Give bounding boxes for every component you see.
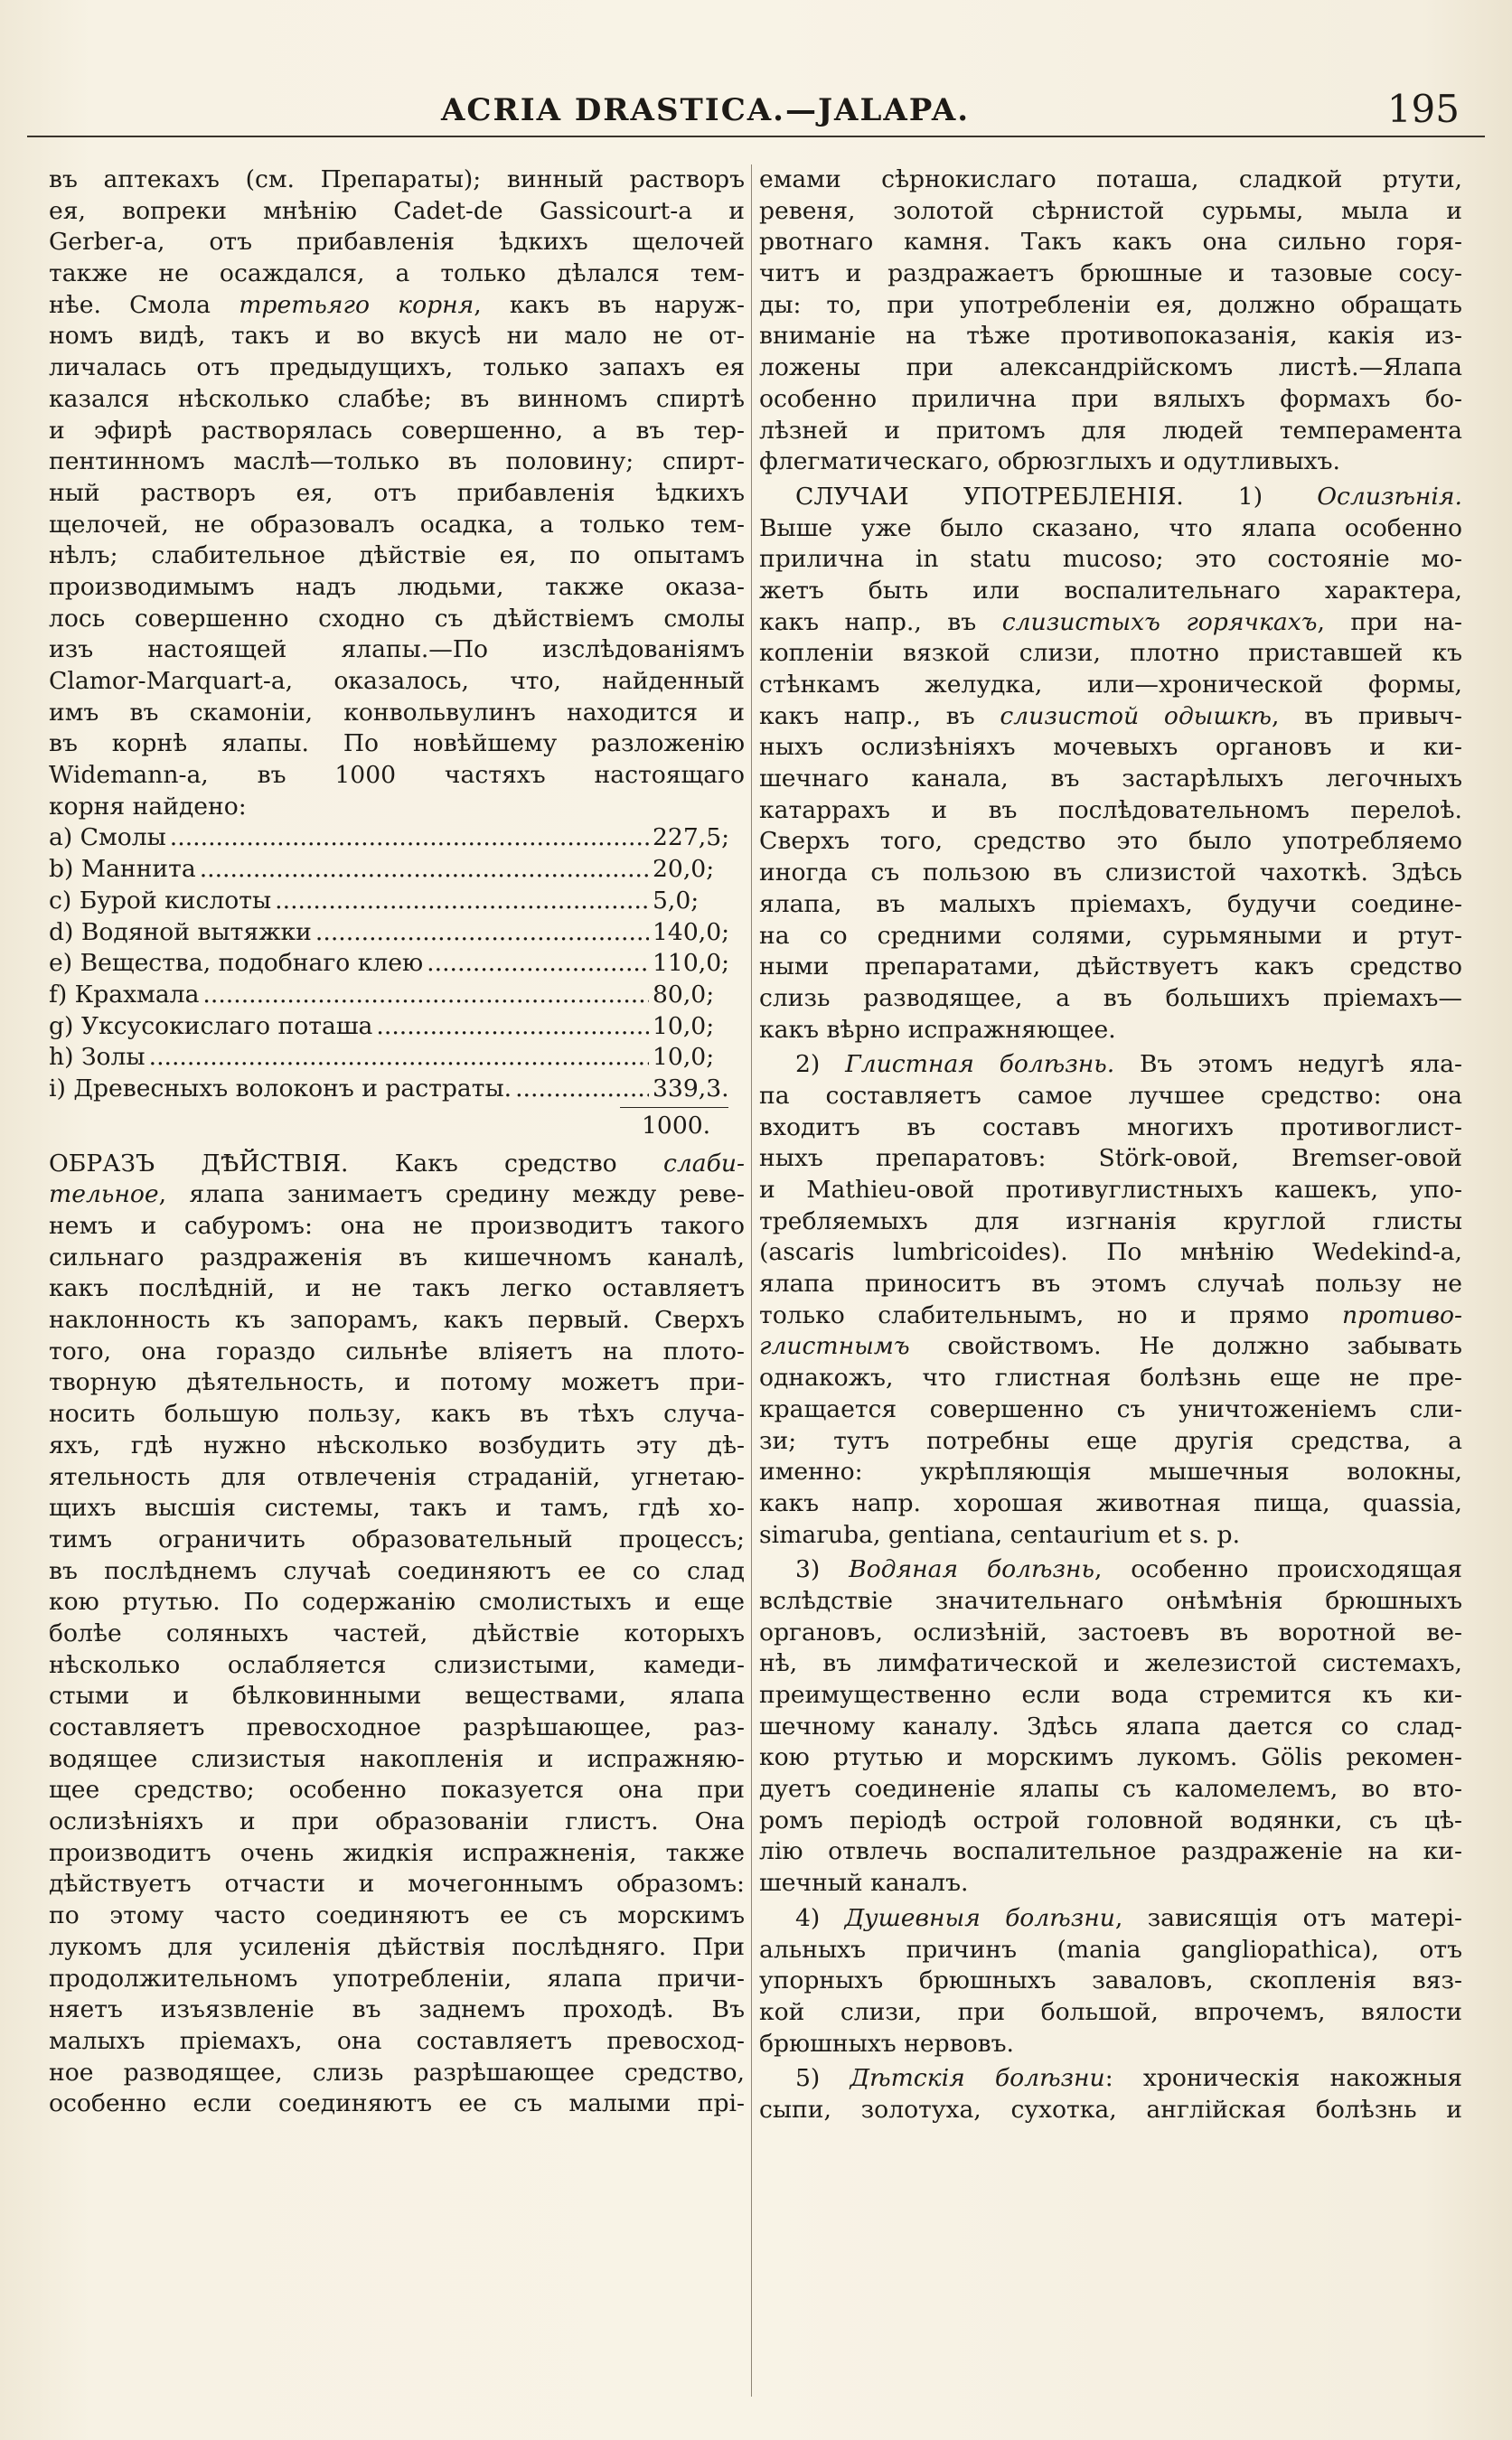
composition-row	[49, 1074, 745, 1105]
text-line: копленіи вязкой слизи, плотно приставшей къ	[759, 639, 1462, 668]
text-line: только слабительнымъ, но и прямо противо-	[759, 1300, 1462, 1329]
text-line: продолжительномъ употребленіи, ялапа причи-	[49, 1964, 745, 1993]
text-line: какъ послѣдній, и не такъ легко оставляетъ	[49, 1274, 745, 1303]
text-line: няетъ изъязвленіе въ заднемъ проходѣ. Въ	[49, 1995, 745, 2024]
text-line: въ аптекахъ (см. Препараты); винный растворъ	[49, 165, 745, 193]
text-line: читъ и раздражаетъ брюшные и тазовые сосу-	[759, 259, 1462, 288]
text-line: личалась отъ предыдущихъ, только запахъ ея	[49, 353, 745, 382]
text-line: брюшныхъ нервовъ.	[759, 2029, 1014, 2058]
composition-total-row	[49, 1105, 745, 1141]
text-line: шечнаго канала, въ застарѣлыхъ легочныхъ	[759, 765, 1462, 793]
text-line: наклонность къ запорамъ, какъ первый. Сверхъ	[49, 1306, 745, 1335]
text-line: въ корнѣ ялапы. По новѣйшему разложенію	[49, 729, 745, 758]
text-line: ное разводящее, слизь разрѣшающее средство,	[49, 2058, 745, 2087]
composition-label: g) Уксусокислаго поташа	[49, 1011, 373, 1040]
text-line: нѣсколько ослабляется слизистыми, камеди-	[49, 1650, 745, 1679]
text-line: кой слизи, при большой, впрочемъ, вялости	[759, 1997, 1462, 2026]
text-line: флегматическаго, обрюзглыхъ и одутливыхъ.	[759, 447, 1341, 476]
composition-label: e) Вещества, подобнаго клею	[49, 949, 424, 978]
dot-leader	[149, 1042, 649, 1074]
emphasized-term: Дѣтскія болѣзни	[850, 2064, 1105, 2093]
text-line: катаррахъ и въ послѣдовательномъ перелоѣ.	[759, 795, 1462, 824]
dot-leader	[200, 854, 649, 886]
text-line: ныхъ ослизѣніяхъ мочевыхъ органовъ и ки-	[759, 733, 1462, 762]
text-line: того, она гораздо сильнѣе вліяетъ на плото-	[49, 1337, 745, 1365]
text-line: емами сѣрнокислаго поташа, сладкой ртути,	[759, 165, 1462, 193]
composition-table	[49, 822, 745, 1104]
paragraph-dropsy	[759, 1554, 1462, 1900]
composition-row	[49, 980, 745, 1011]
text-line: лось совершенно сходно съ дѣйствіемъ смолы	[49, 604, 745, 633]
paragraph-worm-disease	[759, 1049, 1462, 1551]
composition-value: 339,3.	[653, 1074, 729, 1103]
text-line: особенно прилична при вялыхъ формахъ бо-	[759, 384, 1462, 413]
text-line: зи; тутъ потребны еще другія средства, а	[759, 1426, 1462, 1455]
running-title: ACRIA DRASTICA.—JALAPA.	[441, 92, 971, 128]
text-line: слизь разводящее, а въ большихъ пріемахъ—	[759, 983, 1462, 1012]
text-line: и Mathieu-овой противуглистныхъ кашекъ, упо-	[759, 1176, 1462, 1204]
text-line: ослизѣніяхъ и при образованіи глистъ. Она	[49, 1807, 745, 1836]
text-line: входитъ въ составъ многихъ противоглист-	[759, 1112, 1462, 1141]
text-line: шечный каналъ.	[759, 1869, 969, 1898]
paragraph-childrens-diseases	[759, 2063, 1462, 2126]
composition-row	[49, 886, 745, 917]
text-line: упорныхъ брюшныхъ заваловъ, скопленія вяз-	[759, 1966, 1462, 1995]
left-column	[49, 164, 745, 2120]
text-line: кою ртутью и морскимъ лукомъ. Gölis рекомен-	[759, 1743, 1462, 1772]
text-line: производимымъ надъ людьми, также оказа-	[49, 572, 745, 601]
emphasized-term: глистнымъ	[759, 1332, 910, 1361]
text-line: щее средство; особенно показуется она при	[49, 1776, 745, 1805]
page-number: 195	[1386, 87, 1460, 131]
text-line: иногда съ пользою въ слизистой чахоткѣ. Здѣсь	[759, 859, 1462, 887]
text-line: какъ напр., въ слизистой одышкѣ, въ привыч-	[759, 701, 1462, 730]
dot-leader	[170, 822, 649, 854]
text-line: ревеня, золотой сѣрнистой сурьмы, мыла и	[759, 196, 1462, 225]
text-line: ятельность для отвлеченія страданій, угнетаю-	[49, 1462, 745, 1491]
running-head	[0, 83, 1512, 137]
text-line: ОБРАЗЪ ДѢЙСТВІЯ. Какъ средство слаби-	[49, 1149, 745, 1178]
text-line: казался нѣсколько слабѣе; въ винномъ спиртѣ	[49, 384, 745, 413]
dot-leader	[515, 1074, 649, 1105]
text-line: 3) Водяная болѣзнь, особенно происходящая	[795, 1555, 1462, 1584]
text-line: кращается совершенно съ уничтоженіемъ сли-	[759, 1394, 1462, 1423]
emphasized-term: тельное	[49, 1180, 159, 1209]
composition-value: 110,0;	[653, 949, 730, 978]
header-rule	[27, 136, 1485, 137]
text-line: органовъ, ослизѣній, застоевъ въ воротной ве-	[759, 1618, 1462, 1647]
text-line: носить большую пользу, какъ въ тѣхъ случа-	[49, 1400, 745, 1429]
text-line: Сверхъ того, средство это было употребляемо	[759, 827, 1462, 856]
text-line: номъ видѣ, такъ и во вкусѣ ни мало не от-	[49, 322, 745, 351]
text-line: требляемыхъ для изгнанія круглой глисты	[759, 1206, 1462, 1235]
text-line: ными препаратами, дѣйствуетъ какъ средство	[759, 953, 1462, 981]
text-line: нѣ, въ лимфатической и железистой системахъ,	[759, 1649, 1462, 1678]
text-line: ялапа, въ малыхъ пріемахъ, будучи соедине-	[759, 889, 1462, 918]
dot-leader	[202, 980, 649, 1011]
text-line: и эфирѣ растворялась совершенно, а въ тер-	[49, 416, 745, 445]
emphasized-term: слизистыхъ горячкахъ	[1001, 607, 1318, 636]
text-line: изъ настоящей ялапы.—По изслѣдованіямъ	[49, 635, 745, 664]
text-line: Выше уже было сказано, что ялапа особенно	[759, 513, 1462, 542]
emphasized-term: Душевныя болѣзни	[844, 1903, 1115, 1932]
paragraph-resin-solubility	[49, 164, 745, 822]
dot-leader	[275, 886, 649, 917]
text-line: СЛУЧАИ УПОТРЕБЛЕНІЯ. 1) Ослизѣнія.	[795, 482, 1462, 511]
emphasized-term: Глистная болѣзнь.	[845, 1050, 1115, 1079]
emphasized-term: Ослизѣнія.	[1317, 482, 1462, 511]
text-line: какъ напр. хорошая животная пища, quassia,	[759, 1488, 1462, 1517]
composition-label: h) Золы	[49, 1043, 146, 1072]
text-line: корня найдено:	[49, 792, 247, 821]
text-line: какъ напр., въ слизистыхъ горячкахъ, при на-	[759, 607, 1462, 636]
text-line: вниманіе на тѣже противопоказанія, какія из-	[759, 322, 1462, 351]
text-line: глистнымъ свойствомъ. Не должно забывать	[759, 1332, 1462, 1361]
text-line: рвотнаго камня. Такъ какъ она сильно горя-	[759, 228, 1462, 257]
text-line: ложены при александрійскомъ листѣ.—Ялапа	[759, 353, 1462, 382]
text-line: производитъ очень жидкія испражненія, также	[49, 1838, 745, 1867]
text-line: simaruba, gentiana, centaurium et s. p.	[759, 1520, 1241, 1549]
text-line: преимущественно если вода стремится къ ки-	[759, 1681, 1462, 1709]
composition-label: d) Водяной вытяжки	[49, 917, 312, 946]
total-rule	[620, 1107, 728, 1108]
text-line: однакожъ, что глистная болѣзнь еще не пре-	[759, 1364, 1462, 1393]
composition-label: i) Древесныхъ волоконъ и растраты.	[49, 1074, 512, 1103]
text-line: нѣе. Смола третьяго корня, какъ въ наруж-	[49, 290, 745, 319]
text-line: щихъ высшія системы, такъ и тамъ, гдѣ хо-	[49, 1494, 745, 1523]
text-line: дуетъ соединеніе ялапы съ каломелемъ, во вто-	[759, 1775, 1462, 1804]
text-line: (ascaris lumbricoides). По мнѣнію Wedekind-a,	[759, 1238, 1462, 1267]
text-line: стыми и бѣлковинными веществами, ялапа	[49, 1682, 745, 1711]
composition-label: f) Крахмала	[49, 980, 200, 1009]
composition-value: 20,0;	[653, 855, 715, 884]
composition-row	[49, 917, 745, 949]
text-line: малыхъ пріемахъ, она составляетъ превосход-	[49, 2026, 745, 2055]
composition-label: b) Маннита	[49, 855, 196, 884]
text-line: Gerber-a, отъ прибавленія ѣдкихъ щелочей	[49, 228, 745, 257]
text-line: 4) Душевныя болѣзни, зависящія отъ матері-	[795, 1903, 1462, 1932]
paragraph-cases-of-use	[759, 482, 1462, 1046]
emphasized-term: третьяго корня	[239, 290, 474, 319]
text-line: по этому часто соединяютъ ее съ морскимъ	[49, 1901, 745, 1930]
text-line: ный растворъ ея, отъ прибавленія ѣдкихъ	[49, 478, 745, 507]
text-line: Clamor-Marquart-a, оказалось, что, найденный	[49, 667, 745, 695]
composition-value: 5,0;	[653, 886, 700, 915]
text-line: яхъ, гдѣ нужно нѣсколько возбудить эту дѣ-	[49, 1431, 745, 1459]
composition-value: 10,0;	[653, 1011, 715, 1040]
text-line: также не осаждался, а только дѣлался тем-	[49, 259, 745, 288]
text-line: ды: то, при употребленіи ея, должно обращать	[759, 290, 1462, 319]
emphasized-term: слизистой одышкѣ	[1000, 701, 1272, 730]
text-line: сильнаго раздраженія въ кишечномъ каналѣ,	[49, 1243, 745, 1272]
text-line: жетъ быть или воспалительнаго характера,	[759, 576, 1462, 605]
text-line: лію отвлечь воспалительное раздраженіе на ки-	[759, 1837, 1462, 1866]
text-line: па составляетъ самое лучшее средство: она	[759, 1081, 1462, 1110]
composition-label: a) Смолы	[49, 823, 166, 852]
text-line: ея, вопреки мнѣнію Cadet-de Gassicourt-a и	[49, 196, 745, 225]
text-line: водящее слизистыя накопленія и испражняю-	[49, 1744, 745, 1773]
text-line: лукомъ для усиленія дѣйствія послѣдняго. При	[49, 1932, 745, 1961]
text-line: именно: укрѣпляющія мышечныя волокны,	[759, 1458, 1462, 1487]
paragraph-mental-diseases	[759, 1903, 1462, 2060]
text-line: лѣзней и притомъ для людей темперамента	[759, 416, 1462, 445]
text-line: ромъ періодѣ острой головной водянки, съ цѣ-	[759, 1806, 1462, 1835]
text-line: въ послѣднемъ случаѣ соединяютъ ее со слад	[49, 1556, 745, 1585]
text-line: на со средними солями, сурьмяными и ртут-	[759, 921, 1462, 950]
text-line: особенно если соединяютъ ее съ малыми прі-	[49, 2089, 745, 2118]
right-column	[759, 164, 1462, 2126]
composition-value: 80,0;	[653, 980, 715, 1009]
text-line: стѣнкамъ желудка, или—хронической формы,	[759, 671, 1462, 699]
text-line: 5) Дѣтскія болѣзни: хроническія накожныя	[795, 2064, 1462, 2093]
text-line: составляетъ превосходное разрѣшающее, раз-	[49, 1713, 745, 1741]
composition-row	[49, 1042, 745, 1074]
text-line: кою ртутью. По содержанію смолистыхъ и еще	[49, 1588, 745, 1617]
text-line: сыпи, золотуха, сухотка, англійская болѣзнь и	[759, 2095, 1462, 2124]
composition-value: 227,5;	[653, 823, 730, 852]
dot-leader	[427, 948, 649, 980]
emphasized-term: слаби-	[662, 1149, 745, 1178]
text-line: тимъ ограничить образовательный процессъ;	[49, 1525, 745, 1553]
text-line: имъ въ скамоніи, конвольвулинъ находится и	[49, 698, 745, 727]
composition-label: c) Бурой кислоты	[49, 886, 272, 915]
composition-row	[49, 948, 745, 980]
paragraph-mode-of-action	[49, 1149, 745, 2120]
text-line: ныхъ препаратовъ: Störk-овой, Bremser-овой	[759, 1144, 1462, 1173]
composition-value: 140,0;	[653, 917, 730, 946]
text-line: прилична in statu mucoso; это состояніе мо-	[759, 545, 1462, 574]
text-line: тельное, ялапа занимаетъ средину между ревe-	[49, 1180, 745, 1209]
composition-row	[49, 854, 745, 886]
text-line: болѣе соляныхъ частей, дѣйствіе которыхъ	[49, 1619, 745, 1647]
emphasized-term: противо-	[1342, 1300, 1462, 1329]
text-line: пентинномъ маслѣ—только въ половину; спирт-	[49, 447, 745, 476]
text-line: нѣлъ; слабительное дѣйствіе ея, по опытамъ	[49, 541, 745, 570]
dot-leader	[376, 1011, 649, 1043]
text-line: вслѣдствіе значительнаго онѣмѣнія брюшныхъ	[759, 1586, 1462, 1615]
emphasized-term: Водяная болѣзнь	[849, 1555, 1094, 1584]
composition-value: 10,0;	[653, 1043, 715, 1072]
composition-row	[49, 1011, 745, 1043]
text-line: щелочей, не образовалъ осадка, а только тем-	[49, 510, 745, 539]
composition-row	[49, 822, 745, 854]
column-divider	[751, 164, 752, 2397]
text-line: творную дѣятельность, и потому можетъ при-	[49, 1368, 745, 1397]
text-line: Widemann-a, въ 1000 частяхъ настоящаго	[49, 761, 745, 790]
dot-leader	[315, 917, 649, 949]
text-line: альныхъ причинъ (mania gangliopathica), отъ	[759, 1935, 1462, 1964]
text-line: 2) Глистная болѣзнь. Въ этомъ недугѣ яла-	[795, 1050, 1462, 1079]
text-line: какъ вѣрно испражняющее.	[759, 1015, 1116, 1044]
composition-total: 1000.	[642, 1111, 711, 1140]
text-line: дѣйствуетъ отчасти и мочегоннымъ образомъ:	[49, 1870, 745, 1899]
paragraph-contraindications	[759, 164, 1462, 478]
text-line: ялапа приноситъ въ этомъ случаѣ пользу не	[759, 1270, 1462, 1299]
text-line: немъ и сабуромъ: она не производитъ такого	[49, 1212, 745, 1240]
text-line: шечному каналу. Здѣсь ялапа дается со слад-	[759, 1712, 1462, 1741]
